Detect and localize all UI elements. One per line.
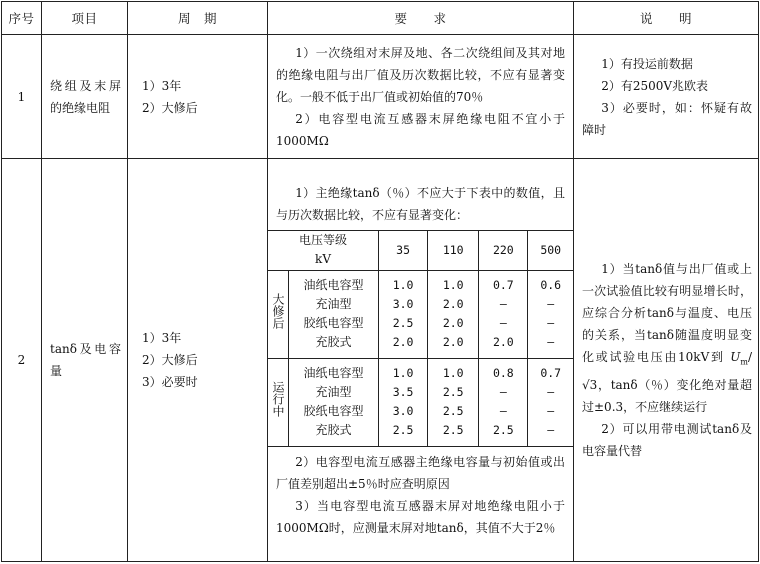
table-row-1 (2, 35, 759, 159)
row2-cycle-1: 1）3年 (142, 331, 182, 345)
row1-cycle-2: 2）大修后 (142, 100, 198, 115)
value-cell: 2.0 (392, 335, 414, 349)
group-after-overhaul-label (268, 270, 288, 358)
row1-note-3: 3）必要时，如：怀疑有故障时 (582, 100, 752, 137)
voltage-500: 500 (528, 230, 573, 270)
value-cell: 0.7 (540, 366, 562, 380)
type-name: 充胶式 (315, 335, 352, 349)
row2-requirements (268, 159, 574, 562)
row1-no: 1 (2, 35, 42, 159)
row1-requirements (268, 35, 574, 159)
header-cycle: 周 期 (128, 2, 268, 35)
group-after-overhaul (268, 270, 573, 358)
value-cell: — (499, 297, 507, 311)
row2-cycle-2: 2）大修后 (142, 353, 198, 367)
value-cell: 2.0 (492, 335, 514, 349)
row2-note-1 (582, 258, 752, 417)
value-cell: 2.0 (442, 335, 464, 349)
type-name: 胶纸电容型 (303, 316, 364, 330)
header-requirement: 要 求 (268, 2, 574, 35)
value-cell: — (547, 423, 555, 437)
type-name: 充油型 (315, 297, 352, 311)
value-cell: 2.5 (442, 385, 464, 399)
row2-note-2: 2）可以用带电测试tanδ及电容量代替 (582, 421, 752, 458)
test-items-table (1, 1, 759, 562)
value-cell: — (499, 316, 507, 330)
row2-requirement-2: 2）电容型电流互感器主绝缘电容量与初始值或出厂值差别超出±5％时应查明原因 (276, 454, 565, 491)
value-cell: — (499, 385, 507, 399)
value-cell: — (547, 335, 555, 349)
group-label-text: 大修后 (270, 293, 285, 329)
type-name: 充胶式 (315, 423, 352, 437)
row2-note-1-tail: /√3，tanδ（％）变化绝对量超过±0.3，不应继续运行 (582, 350, 752, 414)
value-cell: 1.0 (392, 278, 414, 292)
type-name: 胶纸电容型 (303, 404, 364, 418)
values-110 (428, 270, 479, 358)
row2-cycle-3: 3）必要时 (142, 375, 198, 389)
type-name: 充油型 (315, 385, 352, 399)
values-220 (479, 358, 528, 446)
value-cell: 0.6 (540, 278, 562, 292)
type-name: 油纸电容型 (303, 366, 364, 380)
value-cell: — (547, 404, 555, 418)
rated-voltage-subscript: m (740, 357, 748, 367)
row1-cycle (128, 35, 268, 159)
values-500 (528, 270, 573, 358)
header-item: 项目 (42, 2, 128, 35)
group-in-operation (268, 358, 573, 446)
value-cell: 2.5 (442, 404, 464, 418)
value-cell: 1.0 (442, 366, 464, 380)
header-no: 序号 (2, 2, 42, 35)
voltage-label: 电压等级 (299, 233, 348, 247)
group-label-text: 运行中 (270, 381, 285, 417)
row2-requirement-3: 3）当电容型电流互感器末屏对地绝缘电阻小于1000MΩ时，应测量末屏对地tanδ，其值不大于2％ (276, 498, 565, 535)
row2-cycle (128, 159, 268, 562)
row2-no: 2 (2, 159, 42, 562)
row2-notes (574, 159, 759, 562)
row2-requirements-after (268, 447, 573, 543)
row2-item: tanδ及电容量 (42, 159, 128, 562)
voltage-header-row (268, 230, 573, 270)
header-note: 说 明 (574, 2, 759, 35)
rated-voltage-symbol: U (730, 350, 741, 365)
value-cell: — (499, 404, 507, 418)
row2-note-1-text: 1）当tanδ值与出厂值或上一次试验值比较有明显增长时，应综合分析tanδ与温度、电压的关系，当tanδ随温度明显变化或试验电压由10kV到 (582, 262, 752, 365)
row1-note-2: 2）有2500V兆欧表 (601, 78, 709, 93)
value-cell: 2.5 (392, 423, 414, 437)
voltage-35: 35 (379, 230, 428, 270)
value-cell: 3.0 (392, 297, 414, 311)
value-cell: — (547, 297, 555, 311)
value-cell: 0.7 (492, 278, 514, 292)
tan-delta-limits-table (268, 230, 573, 447)
row1-note-1: 1）有投运前数据 (601, 56, 693, 71)
table-row-2 (2, 159, 759, 562)
values-220 (479, 270, 528, 358)
value-cell: 3.0 (392, 404, 414, 418)
values-500 (528, 358, 573, 446)
row1-cycle-1: 1）3年 (142, 78, 182, 93)
values-35 (379, 270, 428, 358)
value-cell: 2.5 (392, 316, 414, 330)
value-cell: 1.0 (442, 278, 464, 292)
voltage-label-cell (268, 230, 379, 270)
value-cell: 1.0 (392, 366, 414, 380)
value-cell: 2.5 (492, 423, 514, 437)
values-110 (428, 358, 479, 446)
row1-requirement-2: 2）电容型电流互感器末屏绝缘电阻不宜小于1000MΩ (276, 111, 565, 148)
values-35 (379, 358, 428, 446)
row1-requirement-1: 1）一次绕组对末屏及地、各二次绕组间及其对地的绝缘电阻与出厂值及历次数据比较，不应有显著变化。一般不低于出厂值或初始值的70％ (276, 45, 565, 104)
group-in-operation-label (268, 358, 288, 446)
voltage-unit: kV (315, 252, 331, 266)
value-cell: — (547, 385, 555, 399)
header-row (2, 2, 759, 35)
group-after-overhaul-types (288, 270, 378, 358)
value-cell: 3.5 (392, 385, 414, 399)
voltage-220: 220 (479, 230, 528, 270)
type-name: 油纸电容型 (303, 278, 364, 292)
value-cell: 2.0 (442, 316, 464, 330)
row1-item: 绕组及末屏的绝缘电阻 (42, 35, 128, 159)
value-cell: — (547, 316, 555, 330)
row2-requirement-intro: 1）主绝缘tanδ（％）不应大于下表中的数值，且与历次数据比较，不应有显著变化： (276, 185, 565, 222)
group-in-operation-types (288, 358, 378, 446)
value-cell: 2.5 (442, 423, 464, 437)
value-cell: 0.8 (492, 366, 514, 380)
voltage-110: 110 (428, 230, 479, 270)
row1-notes (574, 35, 759, 159)
value-cell: 2.0 (442, 297, 464, 311)
